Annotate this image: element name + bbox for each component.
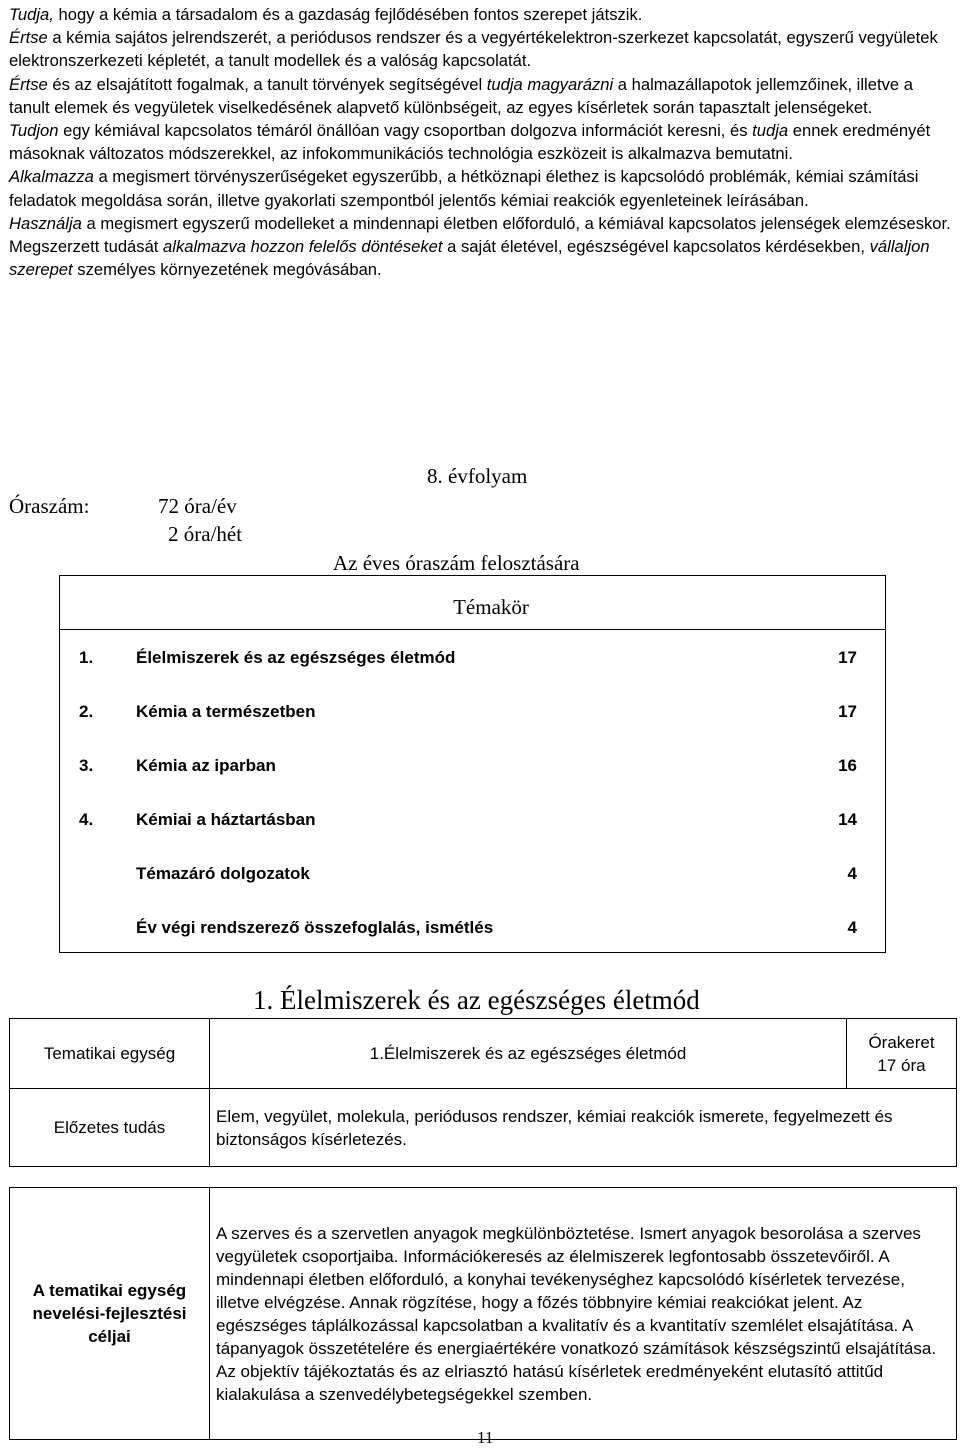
grade-heading: 8. évfolyam — [427, 464, 528, 488]
intro-paragraph — [9, 165, 954, 211]
emphasis: Értse — [9, 74, 48, 94]
prior-knowledge-text: Elem, vegyület, molekula, periódusos rendszer, kémiai reakciók ismerete, fegyelmezett és biztonságos kísérletezés. — [210, 1089, 957, 1167]
intro-paragraph — [9, 3, 954, 26]
table-row — [60, 739, 885, 793]
table-row — [60, 685, 885, 739]
row-number: 2. — [79, 702, 94, 721]
row-number: 1. — [79, 648, 94, 667]
hours-label: Óraszám: — [9, 494, 90, 518]
emphasis: vállaljon szerepet — [9, 237, 930, 280]
hours-per-week: 2 óra/hét — [168, 522, 243, 546]
unit-name: 1.Élelmiszerek és az egészséges életmód — [210, 1019, 847, 1089]
emphasis: Használja — [9, 213, 82, 233]
hours-label: Órakeret — [868, 1032, 935, 1052]
intro-paragraph — [9, 212, 954, 235]
table-row — [10, 1089, 957, 1167]
goals-text: A szerves és a szervetlen anyagok megkülönböztetése. Ismert anyagok besorolása a szerves vegyületek csoportjaiba. Információkeresés az élelmiszerek legfontosabb összetevőiről. A mindennapi életben előforduló, a konyhai tevékenységhez kapcsolódó kísérletek tervezése, illetve elvégzése. Annak rögzítése, hogy a főzés többnyire kémiai reakciókat jelent. Az egészséges táplálkozással kapcsolatban a kvalitatív és a kvantitatív szemlélet elsajátítása. A tápanyagok összetételére és energiaértékére vonatkozó számítások készségszintű elsajátítása. Az objektív tájékoztatás és az elriasztó hatású kísérletek eredményeként elutasító attitűd kialakulása a szenvedélybetegségekkel szemben. — [210, 1188, 957, 1440]
row-topic: Kémia az iparban — [136, 756, 276, 775]
table-row — [10, 1019, 957, 1089]
emphasis: Tudja, — [9, 5, 54, 24]
intro-paragraph — [9, 119, 954, 165]
hours-table — [59, 575, 886, 953]
unit-label: Tematikai egység — [10, 1019, 210, 1089]
emphasis: Tudjon — [9, 121, 59, 141]
row-topic: Témazáró dolgozatok — [136, 864, 310, 883]
emphasis: Alkalmazza — [9, 167, 94, 187]
section-title: 1. Élelmiszerek és az egészséges életmód — [253, 985, 700, 1015]
text: a halmazállapotok jellemzőinek, illetve a tanult elemek és vegyületek viselkedésének alapvető különbségeit, az egyes kísérletek során tapasztalt jelenségeket. — [9, 74, 913, 117]
emphasis: Értse — [9, 28, 48, 48]
emphasis: tudja magyarázni — [486, 74, 614, 94]
table-row — [10, 1188, 957, 1440]
intro-paragraph — [9, 235, 954, 281]
emphasis: tudja — [752, 121, 789, 141]
row-topic: Élelmiszerek és az egészséges életmód — [136, 648, 456, 667]
allocation-heading: Az éves óraszám felosztására — [333, 551, 580, 575]
table-row — [60, 901, 885, 955]
text: a kémia sajátos jelrendszerét, a periódusos rendszer és a vegyértékelektron-szerkezet kapcsolatát, egyszerű vegyületek elektronszerkezeti képletét, a tanult modellek és a valóság kapcsolatát. — [9, 28, 938, 71]
row-hours: 14 — [838, 810, 857, 829]
goals-label: A tematikai egység nevelési-fejlesztési céljai — [10, 1188, 210, 1440]
table-row — [60, 631, 885, 685]
row-hours: 17 — [838, 702, 857, 721]
row-number: 3. — [79, 756, 94, 775]
spacer-row — [10, 1167, 957, 1188]
row-hours: 4 — [847, 918, 857, 937]
topic-header: Témakör — [60, 576, 885, 630]
text: a megismert egyszerű modelleket a mindennapi életben előforduló, a kémiával kapcsolatos jelenségek elemzéseskor. — [81, 213, 951, 233]
unit-table — [9, 1018, 957, 1440]
text: és az elsajátított fogalmak, a tanult törvények segítségével — [47, 74, 487, 94]
prior-knowledge-label: Előzetes tudás — [10, 1089, 210, 1167]
row-topic: Kémiai a háztartásban — [136, 810, 316, 829]
text: egy kémiával kapcsolatos témáról önállóan vagy csoportban dolgozva információt keresni, és — [58, 121, 753, 141]
row-hours: 4 — [847, 864, 857, 883]
row-hours: 17 — [838, 648, 857, 667]
hours-per-year: 72 óra/év — [158, 494, 237, 518]
hours-cell — [847, 1019, 957, 1089]
text: Megszerzett tudását — [9, 237, 164, 257]
intro-paragraph — [9, 26, 954, 72]
row-hours: 16 — [838, 756, 857, 775]
text: személyes környezetének megóvásában. — [72, 260, 382, 280]
emphasis: alkalmazva hozzon felelős döntéseket — [163, 237, 443, 257]
page-number: 11 — [477, 1428, 494, 1447]
text: hogy a kémia a társadalom és a gazdaság fejlődésében fontos szerepet játszik. — [53, 5, 643, 24]
table-row — [60, 847, 885, 901]
table-row — [60, 793, 885, 847]
row-topic: Kémia a természetben — [136, 702, 316, 721]
hours-value: 17 óra — [877, 1055, 926, 1075]
text: ennek eredményét másoknak változatos módszerekkel, az infokommunikációs technológia eszközeit is alkalmazva bemutatni. — [9, 121, 931, 164]
text: a megismert törvényszerűségeket egyszerűbb, a hétköznapi élethez is kapcsolódó problémák, kémiai számítási feladatok megoldása során, illetve gyakorlati szempontból jelentős kémiai reakciók egyenleteinek leírásában. — [9, 167, 919, 210]
intro-text — [9, 3, 954, 281]
row-topic: Év végi rendszerező összefoglalás, ismétlés — [136, 918, 494, 937]
intro-paragraph — [9, 73, 954, 119]
row-number: 4. — [79, 810, 94, 829]
text: a saját életével, egészségével kapcsolatos kérdésekben, — [442, 237, 870, 257]
